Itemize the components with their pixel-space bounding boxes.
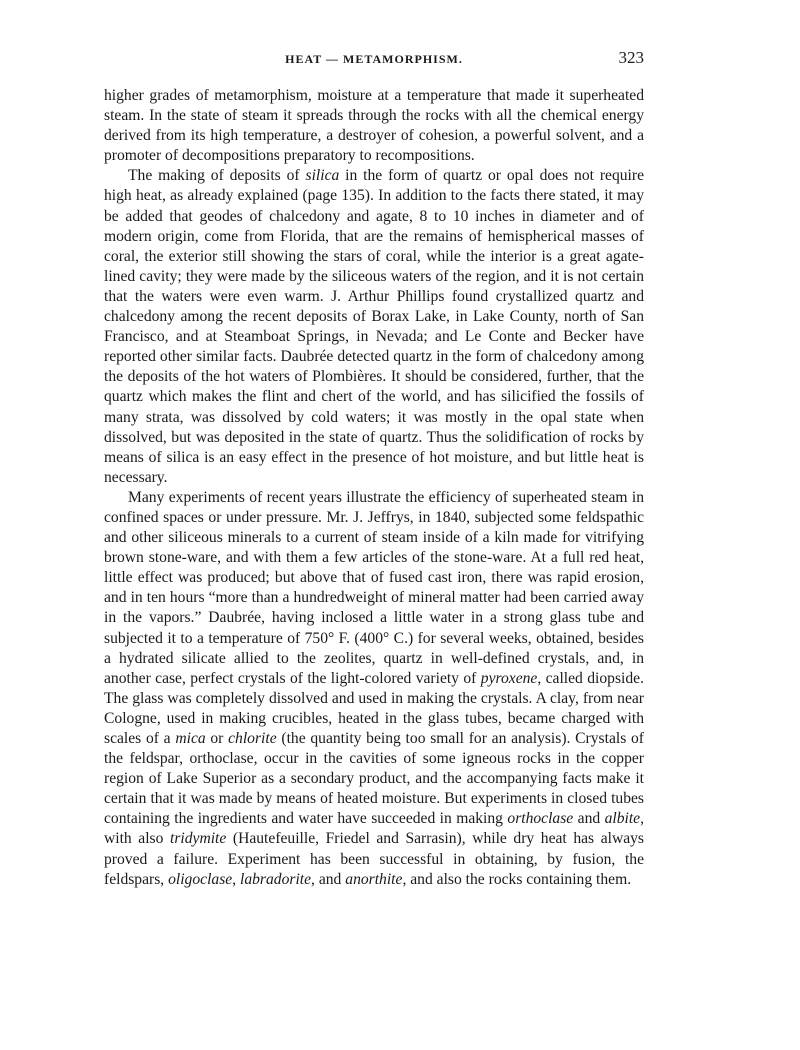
paragraph [104, 488, 644, 890]
text-run: or [205, 730, 229, 747]
text-run: and [573, 810, 605, 828]
text-run: in the form of quartz or opal does not require high heat, as already explained (page 135). In addition to the facts there stated, it may be added that geodes of chalcedony and agate, 8 to 10 inches in diameter and of modern origin, come from Florida, that are the remains of hemispherical masses of coral, the exterior still showing the stars of coral, while the interior is a great agate-lined cavity; they were made by the siliceous waters of the region, and it is not certain that the waters were even warm. J. Arthur Phillips found crystallized quartz and chalcedony among the recent deposits of Borax Lake, in Lake County, north of San Francisco, and at Steamboat Springs, in Nevada; and Le Conte and Becker have reported other similar facts. Daubrée detected quartz in the form of chalcedony among the deposits of the hot waters of Plombières. It should be considered, further, that the quartz which makes the flint and chert of the world, and has silicified the fossils of many strata, was dissolved by cold waters; it was mostly in the opal state when dissolved, but was deposited in the state of quartz. Thus the solidification of rocks by means of silica is an easy effect in the presence of hot moisture, and but little heat is necessary. [104, 167, 644, 486]
text-run: (Hautefeuille, Friedel and Sarrasin), while dry heat has always proved a failure. Experiment has been successful in obtaining, by fusion, the feldspars, [104, 830, 645, 888]
text-run: , and [311, 870, 346, 888]
italic-term: orthoclase [507, 810, 574, 828]
text-run: The making of deposits of [128, 167, 306, 185]
italic-term: chlorite [228, 730, 277, 747]
text-run: (the quantity being too small for an analysis). Crystals of the feldspar, orthoclase, occur in the cavities of some igneous rocks in the copper region of Lake Superior as a secondary product, and the accompanying facts make it certain that it was made by means of heated moisture. But experiments in closed tubes containing the ingredients and water have succeeded in making [104, 730, 644, 828]
text-run: , called diopside. The glass was completely dissolved and used in making the crystals. A clay, from near Cologne, used in making crucibles, heated in the glass tubes, became charged with scales of a [104, 669, 644, 747]
text-run: higher grades of metamorphism, moisture at a temperature that made it superheated steam. In the state of steam it spreads through the rocks with all the chemical energy derived from its high temperature, a destroyer of cohesion, a powerful solvent, and a promoter of decompositions preparatory to recompositions. [104, 87, 644, 165]
paragraph [104, 166, 644, 488]
italic-term: labradorite [240, 870, 312, 888]
italic-term: anorthite [345, 870, 403, 888]
italic-term: tridymite [170, 830, 227, 848]
text-run: , and also the rocks containing them. [402, 870, 632, 888]
page-number: 323 [618, 48, 644, 67]
book-page [104, 48, 644, 890]
paragraph [104, 86, 644, 166]
running-title: HEAT — METAMORPHISM. [285, 52, 463, 66]
italic-term: albite [604, 810, 641, 828]
text-run: Many experiments of recent years illustrate the efficiency of superheated steam in confined spaces or under pressure. Mr. J. Jeffrys, in 1840, subjected some feldspathic and other siliceous minerals to a current of steam inside of a kiln made for vitrifying brown stone-ware, and with them a few articles of the stone-ware. At a full red heat, little effect was produced; but above that of fused cast iron, there was rapid erosion, and in ten hours “more than a hundredweight of mineral matter had been carried away in the vapors.” Daubrée, having inclosed a little water in a strong glass tube and subjected it to a temperature of 750° F. (400° C.) for several weeks, obtained, besides a hydrated silicate allied to the zeolites, quartz in well-defined crystals, and, in another case, perfect crystals of the light-colored variety of [104, 488, 644, 687]
italic-term: pyroxene [480, 669, 538, 687]
body-text [104, 86, 644, 890]
running-head [104, 48, 644, 70]
italic-term: mica [175, 730, 206, 747]
text-run: , with also [104, 810, 644, 848]
italic-term: silica [305, 167, 340, 185]
text-run: , [232, 870, 240, 888]
italic-term: oligoclase [168, 870, 233, 888]
